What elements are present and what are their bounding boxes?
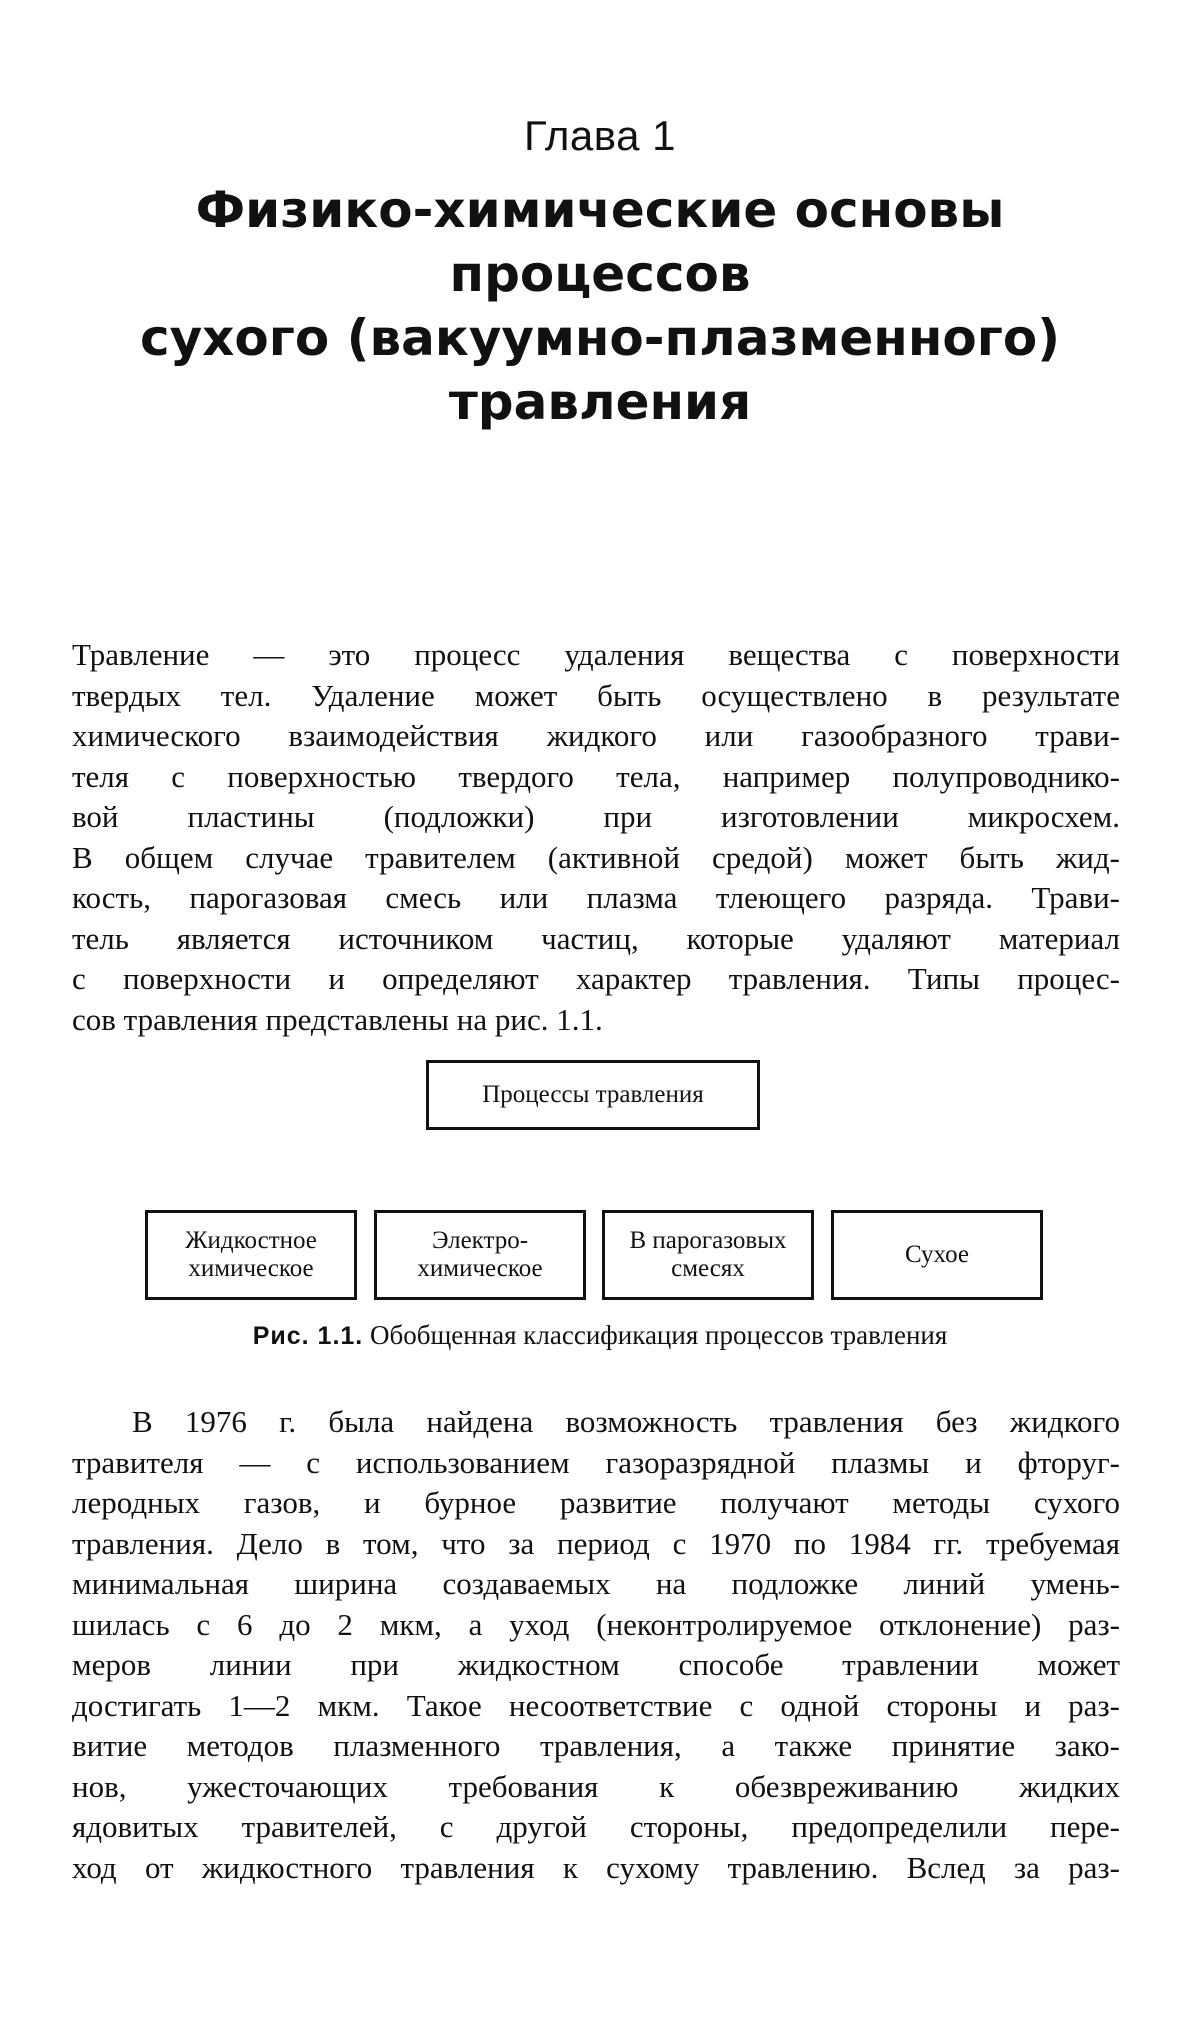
diagram-root-box — [426, 1060, 760, 1130]
figure-classification-diagram — [0, 1060, 1200, 1360]
chapter-title-line: Физико-химические основы — [195, 181, 1005, 239]
chapter-title-line: сухого (вакуумно-плазменного) — [139, 309, 1061, 367]
text-line: достигать 1—2 мкм. Такое несоответствие с одной стороны и раз- — [72, 1687, 1120, 1723]
diagram-root-label: Процессы травления — [482, 1081, 704, 1108]
diagram-box-label: В парогазовых — [629, 1227, 787, 1254]
paragraph-history — [72, 1402, 1120, 1888]
text-line: В общем случае травителем (активной средой) может быть жид- — [72, 839, 1120, 875]
text-line: витие методов плазменного травления, а также принятие зако- — [72, 1728, 1120, 1763]
chapter-label: Глава 1 — [524, 112, 676, 159]
chapter-title — [80, 178, 1120, 434]
diagram-box-dry — [831, 1210, 1043, 1300]
text-line: ядовитых травителей, с другой стороны, предопределили пере- — [72, 1809, 1120, 1844]
chapter-title-line: травления — [448, 373, 752, 431]
text-line: кость, парогазовая смесь или плазма тлеющего разряда. Трави- — [72, 880, 1120, 915]
text-line: сов травления представлены на рис. 1.1. — [72, 1001, 603, 1037]
text-line: меров линии при жидкостном способе травлении может — [72, 1647, 1120, 1682]
text-line: ход от жидкостного травления к сухому травлению. Вслед за раз- — [72, 1849, 1120, 1885]
text-line: травителя — с использованием газоразрядной плазмы и фторуг- — [72, 1444, 1120, 1480]
text-line: Травление — это процесс удаления вещества с поверхности — [72, 637, 1120, 672]
text-line: химического взаимодействия жидкого или газообразного трави- — [72, 718, 1120, 753]
diagram-box-vapor-gas — [602, 1210, 814, 1300]
text-line: травления. Дело в том, что за период с 1970 по 1984 гг. требуемая — [72, 1525, 1120, 1561]
text-line: шилась с 6 до 2 мкм, а уход (неконтролируемое отклонение) раз- — [72, 1606, 1120, 1642]
diagram-box-label: химическое — [188, 1255, 314, 1282]
diagram-box-label: Жидкостное — [185, 1227, 317, 1254]
figure-caption-number: Рис. 1.1. — [252, 1322, 364, 1350]
text-line: минимальная ширина создаваемых на подложке линий умень- — [72, 1566, 1120, 1601]
chapter-title-line: процессов — [449, 245, 751, 303]
diagram-box-label: смесях — [671, 1255, 745, 1282]
paragraph-intro — [72, 635, 1120, 1040]
diagram-box-liquid-chemical — [145, 1210, 357, 1300]
diagram-box-label: Электро- — [431, 1227, 529, 1254]
text-line: вой пластины (подложки) при изготовлении микросхем. — [72, 799, 1120, 834]
diagram-box-label: химическое — [417, 1255, 543, 1282]
diagram-box-label: Сухое — [904, 1241, 969, 1268]
figure-caption-text: Обобщенная классификация процессов травления — [370, 1320, 948, 1350]
text-line: теля с поверхностью твердого тела, например полупроводнико- — [72, 758, 1120, 794]
text-line: с поверхности и определяют характер травления. Типы процес- — [72, 961, 1120, 996]
diagram-box-electrochemical — [374, 1210, 586, 1300]
text-line: леродных газов, и бурное развитие получают методы сухого — [72, 1485, 1120, 1520]
figure-caption — [0, 1320, 1200, 1351]
text-line: нов, ужесточающих требования к обезвреживанию жидких — [72, 1768, 1120, 1804]
text-line: В 1976 г. была найдена возможность травления без жидкого — [132, 1404, 1120, 1439]
text-line: твердых тел. Удаление может быть осуществлено в результате — [72, 677, 1120, 713]
text-line: тель является источником частиц, которые удаляют материал — [72, 920, 1120, 956]
